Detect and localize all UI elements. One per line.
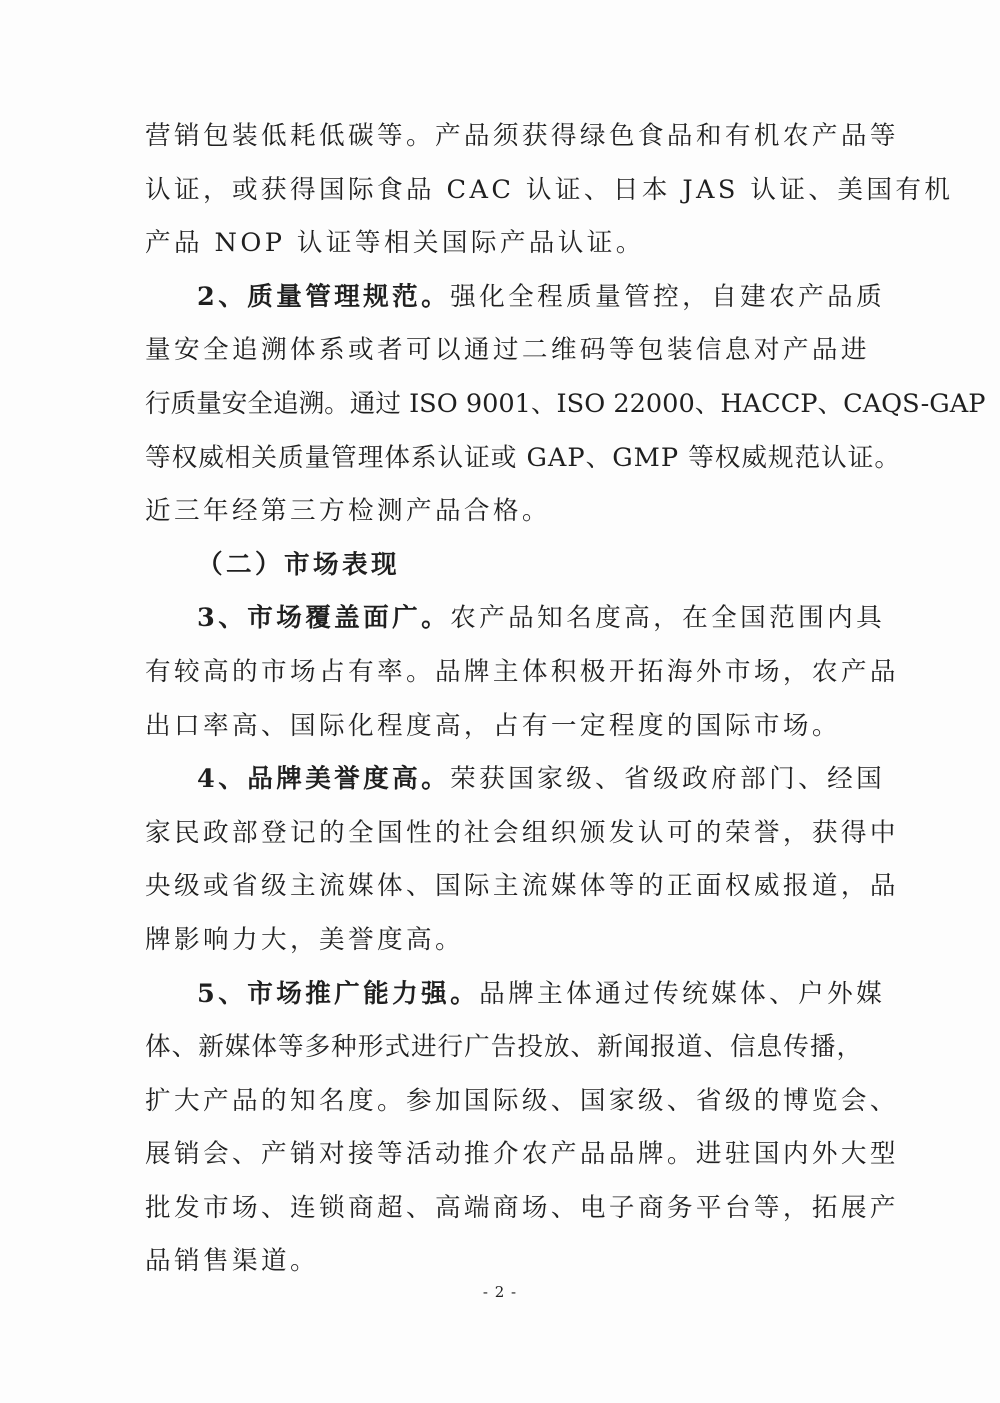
paragraph-line: 家民政部登记的全国性的社会组织颁发认可的荣誉，获得中 xyxy=(145,817,899,848)
item-4-first-line xyxy=(145,753,886,807)
item-5-heading: 5、市场推广能力强。 xyxy=(197,978,480,1009)
paragraph-line: 体、新媒体等多种形式进行广告投放、新闻报道、信息传播， xyxy=(145,1032,864,1063)
page-number: - 2 - xyxy=(482,1283,518,1301)
item-4-text: 荣获国家级、省级政府部门、经国 xyxy=(450,764,886,795)
item-2-first-line xyxy=(145,271,886,325)
paragraph-line: 产品 NOP 认证等相关国际产品认证。 xyxy=(145,228,645,259)
paragraph-line: 批发市场、连锁商超、高端商场、电子商务平台等，拓展产 xyxy=(145,1192,899,1223)
paragraph-line: 牌影响力大，美誉度高。 xyxy=(145,924,464,955)
paragraph-line: 扩大产品的知名度。参加国际级、国家级、省级的博览会、 xyxy=(145,1085,899,1116)
section-heading: （二）市场表现 xyxy=(197,549,400,580)
paragraph-line: 品销售渠道。 xyxy=(145,1246,319,1277)
body-text xyxy=(145,110,986,1289)
item-3-first-line xyxy=(145,592,886,646)
paragraph-line: 有较高的市场占有率。品牌主体积极开拓海外市场，农产品 xyxy=(145,656,899,687)
paragraph-line: 近三年经第三方检测产品合格。 xyxy=(145,496,551,527)
paragraph-line: 认证，或获得国际食品 CAC 认证、日本 JAS 认证、美国有机 xyxy=(145,174,954,205)
item-5-first-line xyxy=(145,968,886,1022)
paragraph-line: 出口率高、国际化程度高，占有一定程度的国际市场。 xyxy=(145,710,841,741)
item-4-heading: 4、品牌美誉度高。 xyxy=(197,764,451,795)
paragraph-line: 营销包装低耗低碳等。产品须获得绿色食品和有机农产品等 xyxy=(145,121,899,151)
item-3-text: 农产品知名度高，在全国范围内具 xyxy=(450,603,886,634)
paragraph-line: 展销会、产销对接等活动推介农产品品牌。进驻国内外大型 xyxy=(145,1139,899,1170)
paragraph-line: 等权威相关质量管理体系认证或 GAP、GMP 等权威规范认证。 xyxy=(145,442,901,473)
item-5-text: 品牌主体通过传统媒体、户外媒 xyxy=(479,978,886,1009)
paragraph-line: 央级或省级主流媒体、国际主流媒体等的正面权威报道，品 xyxy=(145,871,899,902)
paragraph-line: 量安全追溯体系或者可以通过二维码等包装信息对产品进 xyxy=(145,335,870,366)
item-3-heading: 3、市场覆盖面广。 xyxy=(197,603,451,634)
item-2-heading: 2、质量管理规范。 xyxy=(197,281,451,312)
item-2-text: 强化全程质量管控，自建农产品质 xyxy=(450,281,886,312)
paragraph-line: 行质量安全追溯。通过 ISO 9001、ISO 22000、HACCP、CAQS-GAP xyxy=(145,388,986,419)
